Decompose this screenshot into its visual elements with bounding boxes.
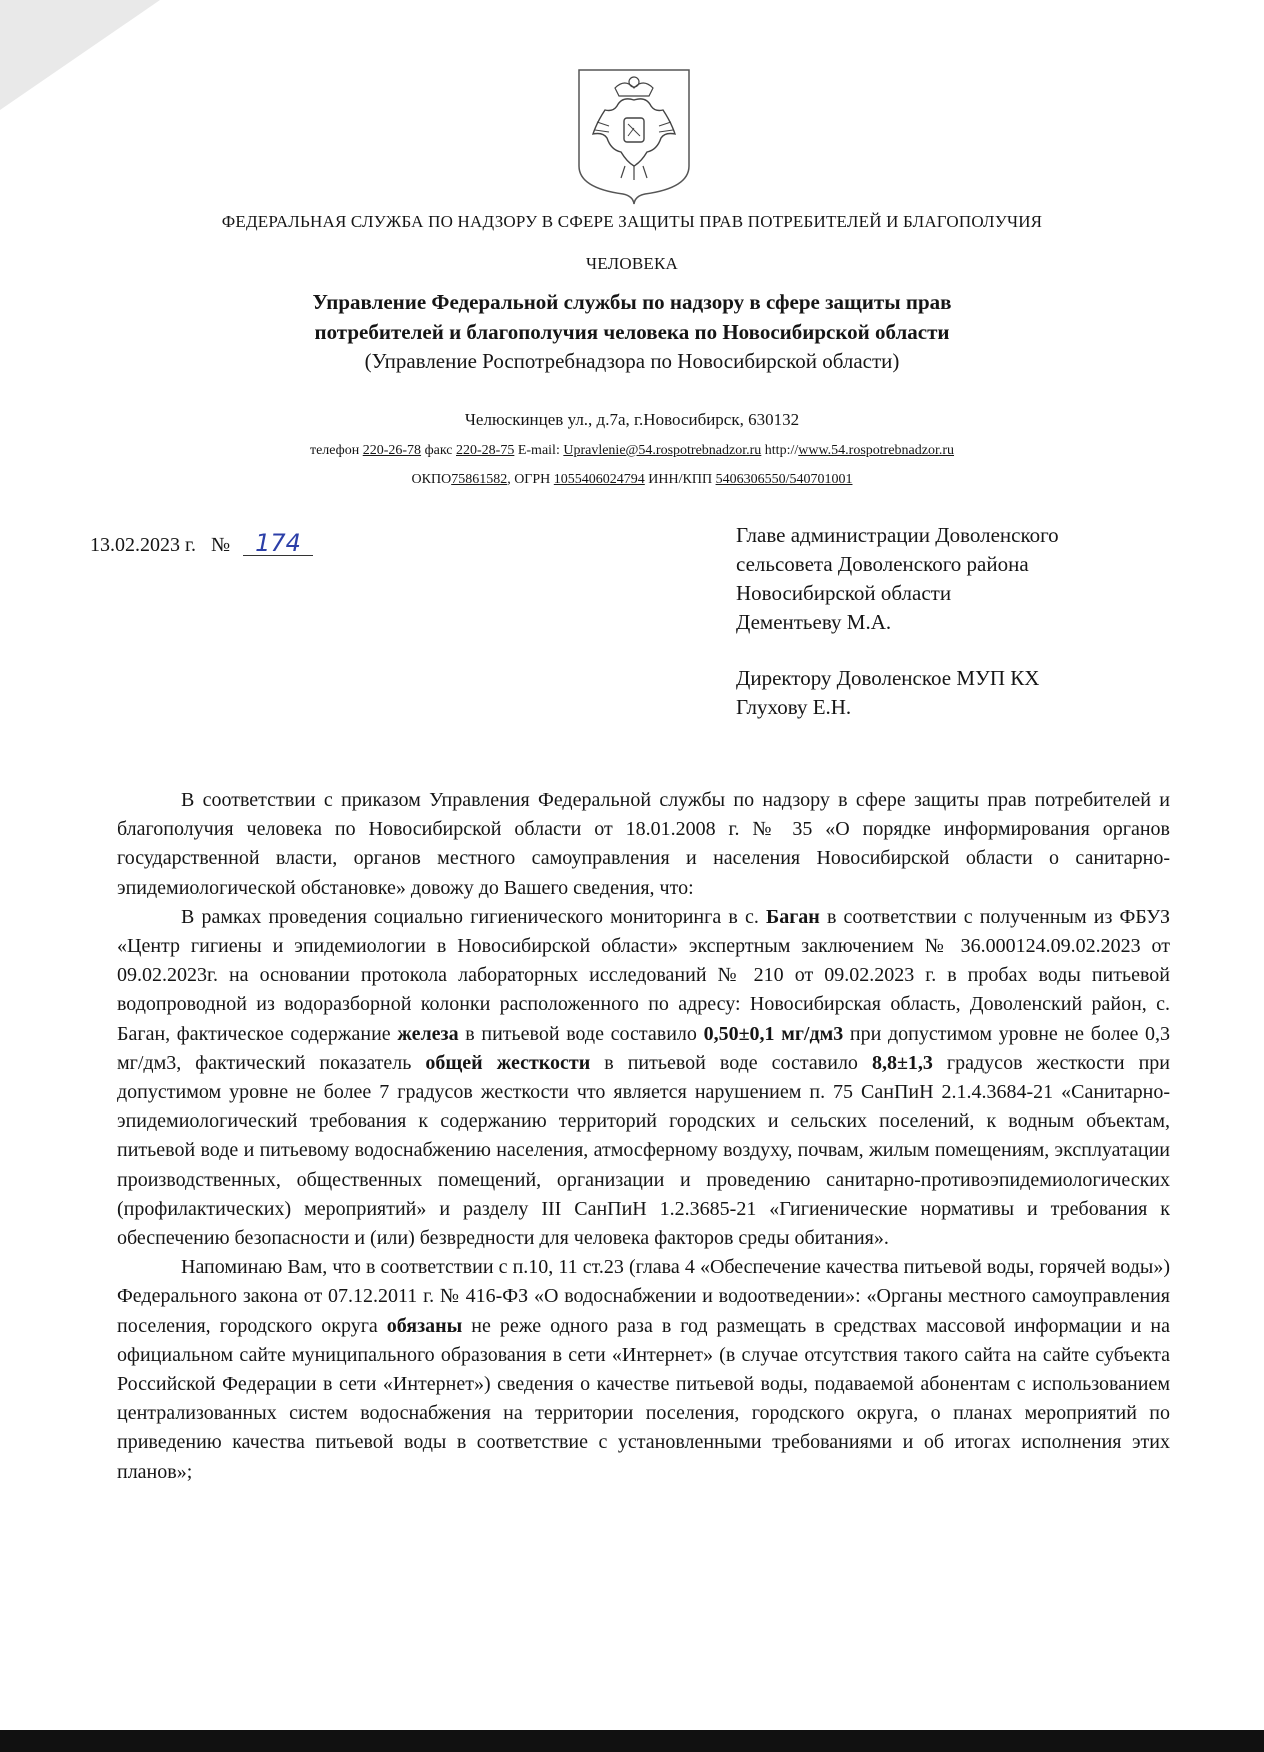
addressee-line: Глухову Е.Н.: [736, 695, 852, 719]
addressee-line: Новосибирской области: [736, 581, 952, 605]
ogrn-label: ОГРН: [514, 472, 551, 487]
inn-value: 5406306550/540701001: [715, 472, 853, 487]
phone-label: телефон: [309, 443, 360, 458]
department-name-line1: Управление Федеральной службы по надзору в сфере защиты прав: [312, 290, 952, 314]
agency-name-line1: ФЕДЕРАЛЬНАЯ СЛУЖБА ПО НАДЗОРУ В СФЕРЕ ЗАЩИТЫ ПРАВ ПОТРЕБИТЕЛЕЙ И БЛАГОПОЛУЧИЯ: [221, 212, 1043, 231]
email-link[interactable]: Upravlenie@54.rospotrebnadzor.ru: [563, 443, 762, 458]
ogrn-value: 1055406024794: [553, 472, 645, 487]
department-short-name: (Управление Роспотребнадзора по Новосибирской области): [364, 349, 900, 373]
russian-coat-of-arms-icon: [575, 66, 693, 206]
phone-number: 220-26-78: [362, 443, 422, 458]
agency-name-line2: ЧЕЛОВЕКА: [586, 254, 678, 273]
paragraph-intro: В соответствии с приказом Управления Федеральной службы по надзору в сфере защиты прав потребителей и благополучия человека по Новосибирской области от 18.01.2008 г. № 35 «О порядке информирования органов государственной власти, органов местного самоуправления и населения Новосибирской области о санитарно-эпидемиологической обстановке» довожу до Вашего сведения, что:: [117, 789, 1170, 899]
registration-codes-line: ОКПО75861582, ОГРН 1055406024794 ИНН/КПП 5406306550/540701001: [411, 472, 853, 487]
addressee-line: Директору Доволенское МУП КХ: [736, 666, 1040, 690]
fax-label: факс: [424, 443, 453, 458]
fax-number: 220-28-75: [456, 443, 515, 458]
page-fold-shadow: [0, 0, 160, 110]
letter-date: 13.02.2023 г.: [90, 534, 196, 556]
addressee-line: Дементьеву М.А.: [736, 610, 892, 634]
email-label: E-mail:: [517, 443, 560, 458]
letter-number-handwritten: 174: [243, 531, 313, 556]
addressee-block-1: [736, 521, 1059, 637]
department-name-line2: потребителей и благополучия человека по Новосибирской области: [314, 320, 950, 344]
addressee-line: сельсовета Доволенского района: [736, 552, 1029, 576]
addressee-block-2: [736, 664, 1039, 722]
okpo-label: ОКПО: [411, 472, 452, 487]
letter-body: [117, 786, 1170, 1487]
okpo-value: 75861582: [451, 472, 508, 487]
contacts-line: [0, 443, 1264, 459]
website-link[interactable]: http://www.54.rospotrebnadzor.ru: [764, 443, 955, 458]
inn-label: ИНН/КПП: [648, 472, 713, 487]
letter-date-number: [90, 531, 313, 557]
addressee-line: Главе администрации Доволенского: [736, 523, 1059, 547]
paragraph-reminder: Напоминаю Вам, что в соответствии с п.10, 11 ст.23 (глава 4 «Обеспечение качества питьевой воды, горячей воды») Федерального закона от 07.12.2011 г. № 416-ФЗ «О водоснабжении и водоотведении»: «Органы местного самоуправления поселения, городского округа обязаны не реже одного раза в год размещать в средствах массовой информации и на официальном сайте муниципального образования в сети «Интернет» (в случае отсутствия такого сайта на сайте субъекта Российской Федерации в сети «Интернет») сведения о качестве питьевой воды, подаваемой абонентам с использованием централизованных систем водоснабжения на территории поселения, городского округа, о планах мероприятий по приведению качества питьевой воды в соответствие с установленными требованиями и об итогах исполнения этих планов»;: [117, 1256, 1170, 1483]
scan-edge-bar: [0, 1730, 1264, 1752]
paragraph-monitoring: В рамках проведения социально гигиенического мониторинга в с. Баган в соответствии с полученным из ФБУЗ «Центр гигиены и эпидемиологии в Новосибирской области» экспертным заключением № 36.000124.09.02.2023 от 09.02.2023г. на основании протокола лабораторных исследований № 210 от 09.02.2023 г. в пробах воды питьевой водопроводной из водоразборной колонки расположенного по адресу: Новосибирская область, Доволенский район, с. Баган, фактическое содержание железа в питьевой воде составило 0,50±0,1 мг/дм3 при допустимом уровне не более 0,3 мг/дм3, фактический показатель общей жесткости в питьевой воде составило 8,8±1,3 градусов жесткости при допустимом уровне не более 7 градусов жесткости что является нарушением п. 75 СанПиН 2.1.4.3684-21 «Санитарно-эпидемиологический требования к содержанию территорий городских и сельских поселений, к водным объектам, питьевой воде и питьевому водоснабжению населения, атмосферному воздуху, почвам, жилым помещениям, эксплуатации производственных, общественных помещений, организации и проведению санитарно-противоэпидемиологических (профилактических) мероприятий» и разделу III СанПиН 1.2.3685-21 «Гигиенические нормативы и требования к обеспечению безопасности и (или) безвредности для человека факторов среды обитания».: [117, 905, 1171, 1250]
letter-number-label: №: [210, 534, 231, 556]
agency-address: Челюскинцев ул., д.7а, г.Новосибирск, 630132: [464, 410, 800, 429]
